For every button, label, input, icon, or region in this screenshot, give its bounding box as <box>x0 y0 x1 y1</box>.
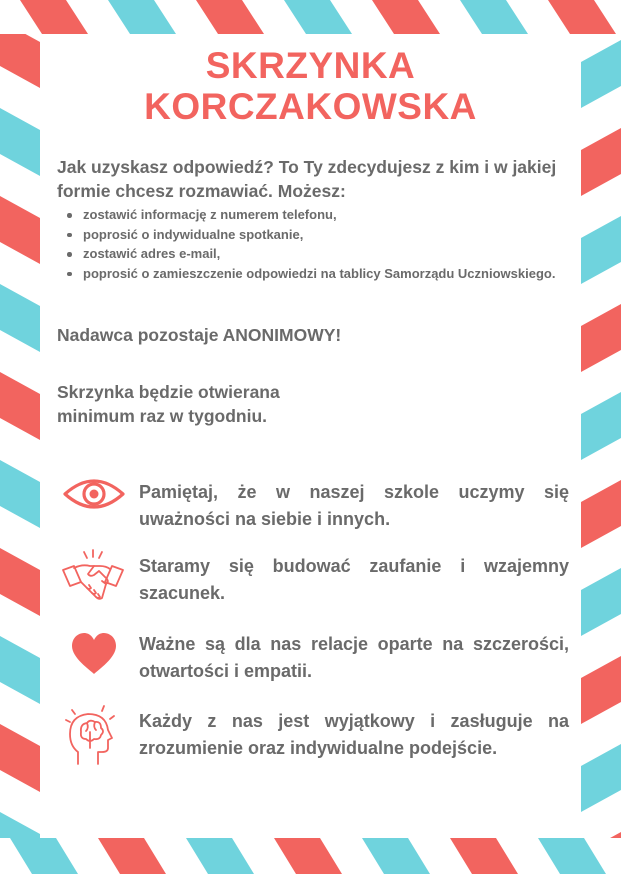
list-item: poprosić o indywidualne spotkanie, <box>65 225 568 245</box>
list-item: zostawić informację z numerem telefonu, <box>65 205 568 225</box>
list-item: zostawić adres e-mail, <box>65 244 568 264</box>
intro-text: Jak uzyskasz odpowiedź? To Ty zdecydujesz z kim i w jakiej formie chcesz rozmawiać. Możesz: <box>57 157 557 201</box>
poster-title-line-1: SKRZYNKA <box>205 45 416 86</box>
schedule-note: Skrzynka będzie otwierana minimum raz w tygodniu. <box>57 382 280 426</box>
value-text-trust: Staramy się budować zaufanie i wzajemny szacunek. <box>139 556 569 603</box>
heart-icon <box>70 632 118 676</box>
value-text-uniqueness: Każdy z nas jest wyjątkowy i zasługuje na zrozumienie oraz indywidualne podejście. <box>139 711 569 758</box>
options-list <box>65 205 568 283</box>
list-item: poprosić o zamieszczenie odpowiedzi na tablicy Samorządu Uczniowskiego. <box>65 264 568 284</box>
anonymous-note: Nadawca pozostaje ANONIMOWY! <box>57 325 342 345</box>
value-text-relations: Ważne są dla nas relacje oparte na szczerości, otwartości i empatii. <box>139 634 569 681</box>
head-brain-icon <box>64 704 122 766</box>
handshake-icon <box>60 548 126 604</box>
poster-title-line-2: KORCZAKOWSKA <box>144 86 477 127</box>
eye-icon <box>62 474 126 514</box>
value-text-mindfulness: Pamiętaj, że w naszej szkole uczymy się uważności na siebie i innych. <box>139 482 569 529</box>
